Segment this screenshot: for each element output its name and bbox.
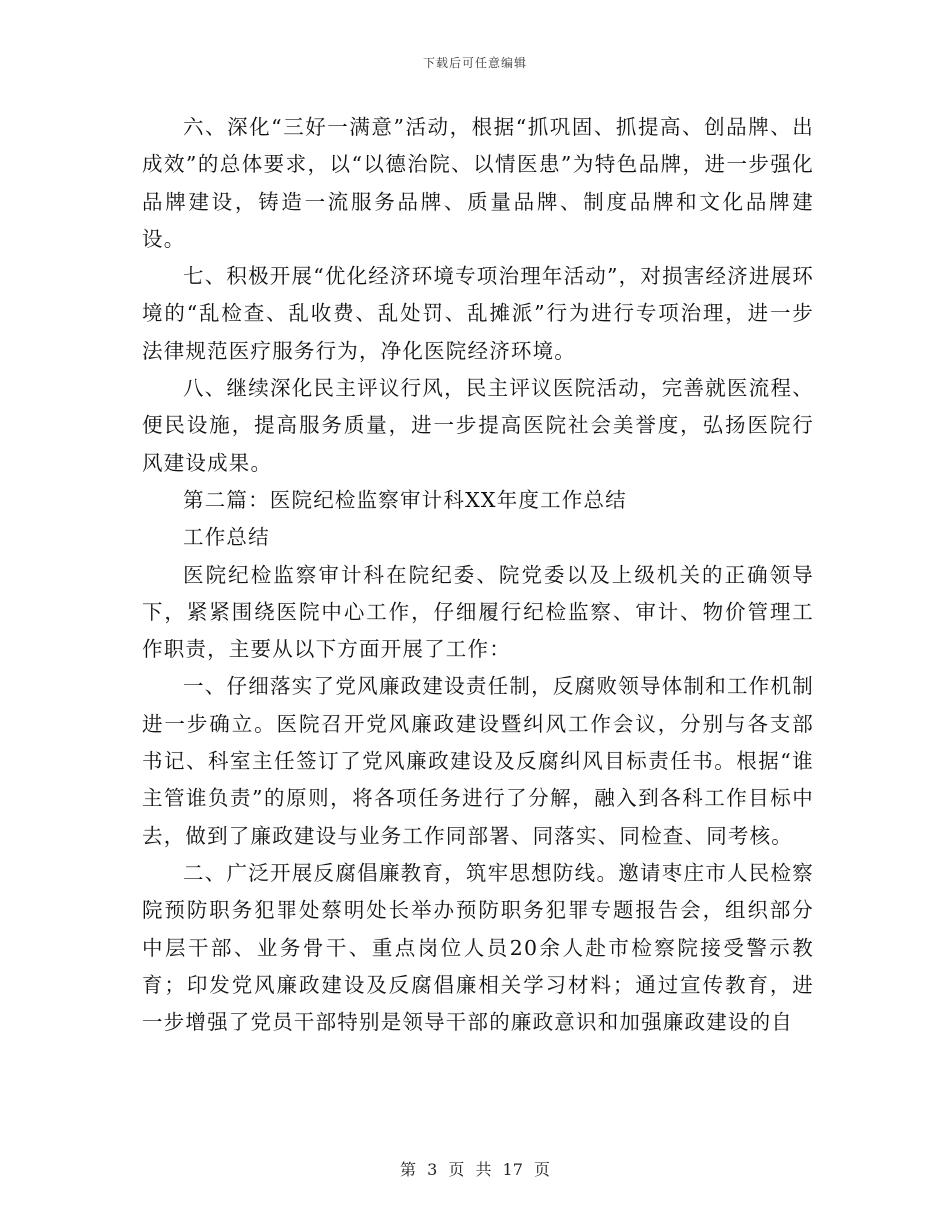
paragraph-item-7: 七、积极开展“优化经济环境专项治理年活动”，对损害经济进展环境的“乱检查、乱收费、乱处罚、乱摊派”行为进行专项治理，进一步法律规范医疗服务行为，净化医院经济环境。 bbox=[142, 264, 814, 363]
section-subtitle: 工作总结 bbox=[183, 525, 270, 550]
paragraph-item-1: 一、仔细落实了党风廉政建设责任制，反腐败领导体制和工作机制进一步确立。医院召开党风廉政建设暨纠风工作会议，分别与各支部书记、科室主任签订了党风廉政建设及反腐纠风目标责任书。根据“谁主管谁负责”的原则，将各项任务进行了分解，融入到各科工作目标中去，做到了廉政建设与业务工作同部署、同落实、同检查、同考核。 bbox=[142, 674, 814, 848]
paragraph-item-8: 八、继续深化民主评议行风，民主评议医院活动，完善就医流程、便民设施，提高服务质量，进一步提高医院社会美誉度，弘扬医院行风建设成果。 bbox=[142, 376, 814, 475]
document-body bbox=[142, 109, 814, 1041]
page-number-footer: 第 3 页 共 17 页 bbox=[400, 1160, 550, 1179]
page-header: 下载后可任意编辑 bbox=[422, 56, 527, 70]
paragraph-item-6: 六、深化“三好一满意”活动，根据“抓巩固、抓提高、创品牌、出成效”的总体要求，以“以德治院、以情医患”为特色品牌，进一步强化品牌建设，铸造一流服务品牌、质量品牌、制度品牌和文化品牌建设。 bbox=[142, 115, 814, 251]
section-title: 第二篇：医院纪检监察审计科XX年度工作总结 bbox=[183, 487, 627, 512]
intro-paragraph: 医院纪检监察审计科在院纪委、院党委以及上级机关的正确领导下，紧紧围绕医院中心工作，仔细履行纪检监察、审计、物价管理工作职责，主要从以下方面开展了工作： bbox=[142, 562, 814, 662]
paragraph-item-2: 二、广泛开展反腐倡廉教育，筑牢思想防线。邀请枣庄市人民检察院预防职务犯罪处蔡明处长举办预防职务犯罪专题报告会，组织部分中层干部、业务骨干、重点岗位人员20余人赴市检察院接受警示教育；印发党风廉政建设及反腐倡廉相关学习材料；通过宣传教育，进一步增强了党员干部特别是领导干部的廉政意识和加强廉政建设的自 bbox=[142, 860, 814, 1035]
